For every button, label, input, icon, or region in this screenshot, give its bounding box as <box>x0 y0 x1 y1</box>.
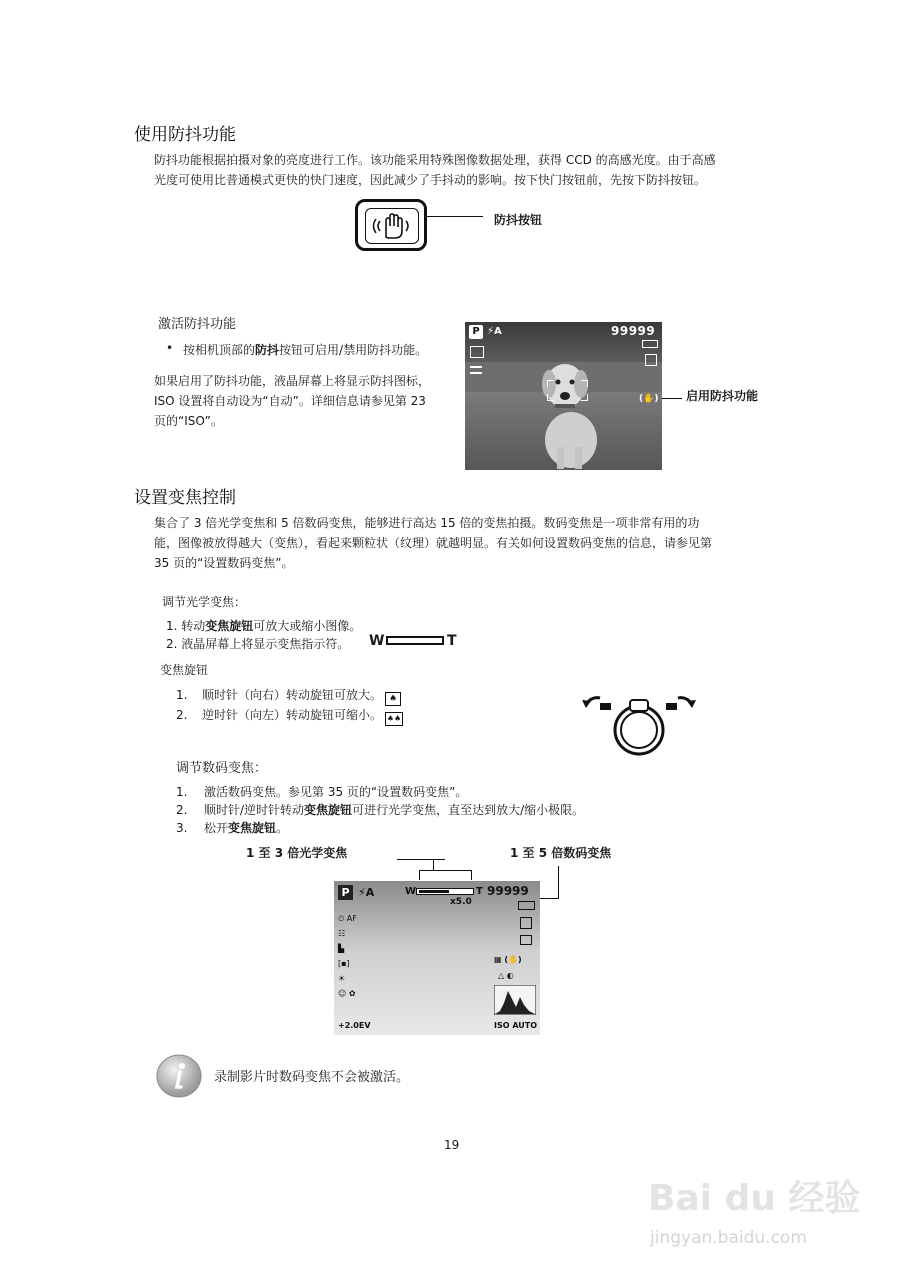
zoom-t-label: T <box>447 633 457 649</box>
callout-line <box>558 866 559 898</box>
section-title-anti-shake: 使用防抖功能 <box>134 125 236 145</box>
digital-zoom-callout: 1 至 5 倍数码变焦 <box>510 846 612 860</box>
optical-zoom-callout: 1 至 3 倍光学变焦 <box>246 846 348 860</box>
step-item <box>176 706 403 726</box>
zoom-w-label: W <box>405 886 417 897</box>
battery-icon <box>642 340 658 348</box>
step-text: 激活数码变焦。参见第 35 页的“设置数码变焦”。 <box>204 785 468 799</box>
continuous-and-anti-shake-icon: ▦ (✋) <box>494 955 522 964</box>
step-bold: 变焦旋钮 <box>205 619 254 633</box>
resolution-icon: ▙ <box>338 944 345 953</box>
section-title-zoom: 设置变焦控制 <box>134 488 236 508</box>
shot-count: 99999 <box>487 884 529 898</box>
callout-line <box>419 870 420 880</box>
storage-icon <box>645 354 657 366</box>
step-text: 松开 <box>204 821 229 835</box>
step-item <box>176 801 584 819</box>
zoom-dial-illustration <box>578 682 704 762</box>
dog-photo <box>535 342 615 470</box>
note-line: 页的“ISO”。 <box>154 414 223 428</box>
step-number: 3. <box>176 821 188 835</box>
digital-zoom-steps <box>176 783 584 837</box>
watermark-url: jingyan.baidu.com <box>650 1228 807 1248</box>
tele-icon: ♠ <box>385 692 401 706</box>
step-text: 顺时针/逆时针转动 <box>204 803 305 817</box>
paragraph-line: 光度可使用比普通模式更快的快门速度，因此减少了手抖动的影响。按下快门按钮前，先按下防抖按钮。 <box>154 173 707 187</box>
sharpness-contrast-icon: △ ◐ <box>498 971 514 980</box>
callout-line <box>471 870 472 880</box>
bullet-bold-part: 防抖 <box>255 343 280 357</box>
watermark-brand: Bai du 经验 <box>648 1178 861 1219</box>
focus-bracket <box>581 380 588 387</box>
step-text: 可放大或缩小图像。 <box>253 619 362 633</box>
step-number: 1. <box>176 785 188 799</box>
step-item <box>176 819 584 837</box>
anti-shake-active-icon: (✋) <box>639 394 659 404</box>
hand-shake-icon <box>370 211 414 241</box>
zoom-dial-title: 变焦旋钮 <box>160 663 209 677</box>
step-text: 转动 <box>181 619 206 633</box>
step-number: 2. <box>166 637 178 651</box>
focus-bracket <box>547 394 554 401</box>
step-bold: 变焦旋钮 <box>228 821 277 835</box>
callout-line <box>433 859 434 870</box>
step-number: 2. <box>176 803 188 817</box>
battery-icon <box>518 901 535 910</box>
zoom-w-label: W <box>369 633 385 649</box>
self-timer-icon: ⏲ AF <box>338 914 357 923</box>
left-icon-column <box>338 911 357 1001</box>
paragraph-line: 能，图像被放得越大（变焦），看起来颗粒状（纹理）就越明显。有关如何设置数码变焦的信息，请参见第 <box>154 536 713 550</box>
paragraph-line: 集合了 3 倍光学变焦和 5 倍数码变焦，能够进行高达 15 倍的变焦拍摄。数码变焦是一项非常有用的功 <box>154 516 700 530</box>
bullet-text-part: 按相机顶部的 <box>183 343 256 357</box>
note-line: 如果启用了防抖功能，液晶屏幕上将显示防抖图标， <box>154 374 431 388</box>
anti-shake-enabled-callout: 启用防抖功能 <box>686 389 759 403</box>
anti-shake-button-illustration <box>355 199 427 251</box>
callout-line <box>427 216 483 217</box>
metering-icon: [▪] <box>338 959 350 968</box>
step-item <box>166 635 361 653</box>
anti-shake-note <box>154 371 454 431</box>
face-detect-icon: ☺ ✿ <box>338 989 356 998</box>
step-number: 1. <box>176 688 188 702</box>
note-line: ISO 设置将自动设为“自动”。详细信息请参见第 23 <box>154 394 426 408</box>
zoom-bar-fill <box>419 890 449 893</box>
info-note-icon <box>155 1053 203 1099</box>
zoom-indicator-bar <box>386 636 444 645</box>
callout-line <box>662 398 682 399</box>
quality-icon <box>520 935 532 945</box>
storage-icon <box>520 917 532 929</box>
step-text: 可进行光学变焦，直至达到放大/缩小极限。 <box>352 803 585 817</box>
mode-icon: P <box>338 885 353 900</box>
anti-shake-button-callout: 防抖按钮 <box>494 213 543 227</box>
zoom-paragraph <box>154 513 794 573</box>
step-item <box>166 617 361 635</box>
step-text: 。 <box>276 821 289 835</box>
step-text: 液晶屏幕上将显示变焦指示符。 <box>181 637 350 651</box>
mode-icon: P <box>469 325 483 339</box>
bullet-text-part: 按钮可启用/禁用防抖功能。 <box>279 343 428 357</box>
callout-line <box>397 859 445 860</box>
zoom-t-label: T <box>476 886 483 897</box>
bullet-text <box>183 341 427 358</box>
wide-icon: ♠♠ <box>385 712 403 726</box>
shot-count: 99999 <box>611 324 656 338</box>
optical-zoom-title: 调节光学变焦： <box>162 595 247 609</box>
step-number: 1. <box>166 619 178 633</box>
timer-icon <box>470 346 484 358</box>
page-number: 19 <box>444 1138 460 1152</box>
flash-auto-icon: ⚡A <box>358 886 375 899</box>
paragraph-line: 35 页的“设置数码变焦”。 <box>154 556 294 570</box>
paragraph-line: 防抖功能根据拍摄对象的亮度进行工作。该功能采用特殊图像数据处理，获得 CCD 的高感光度。由于高感 <box>154 153 716 167</box>
step-bold: 变焦旋钮 <box>304 803 353 817</box>
optical-zoom-steps <box>166 617 361 653</box>
exposure-value: +2.0EV <box>338 1021 371 1030</box>
flash-auto-icon: ⚡A <box>487 326 502 337</box>
activate-anti-shake-title: 激活防抖功能 <box>158 317 237 332</box>
histogram <box>494 985 536 1015</box>
callout-line <box>419 870 471 871</box>
iso-setting: ISO AUTO <box>494 1021 538 1030</box>
step-number: 2. <box>176 708 188 722</box>
step-item <box>176 783 584 801</box>
white-balance-icon: ☀ <box>338 974 346 983</box>
lcd-anti-shake-screen <box>465 322 662 470</box>
digital-zoom-title: 调节数码变焦： <box>176 761 268 776</box>
anti-shake-paragraph <box>154 150 794 190</box>
scene-icon: ☷ <box>338 929 346 938</box>
lcd-zoom-screen <box>334 881 540 1035</box>
focus-bracket <box>547 380 554 387</box>
step-text: 顺时针（向右）转动旋钮可放大。 <box>202 688 383 702</box>
zoom-dial-steps <box>176 686 403 726</box>
scene-icon <box>470 366 482 374</box>
zoom-bar <box>416 888 474 895</box>
digital-zoom-ratio: x5.0 <box>450 897 472 907</box>
bullet-dot: • <box>166 341 174 355</box>
step-item <box>176 686 403 706</box>
focus-bracket <box>581 394 588 401</box>
step-text: 逆时针（向左）转动旋钮可缩小。 <box>202 708 383 722</box>
note-text: 录制影片时数码变焦不会被激活。 <box>214 1070 410 1085</box>
